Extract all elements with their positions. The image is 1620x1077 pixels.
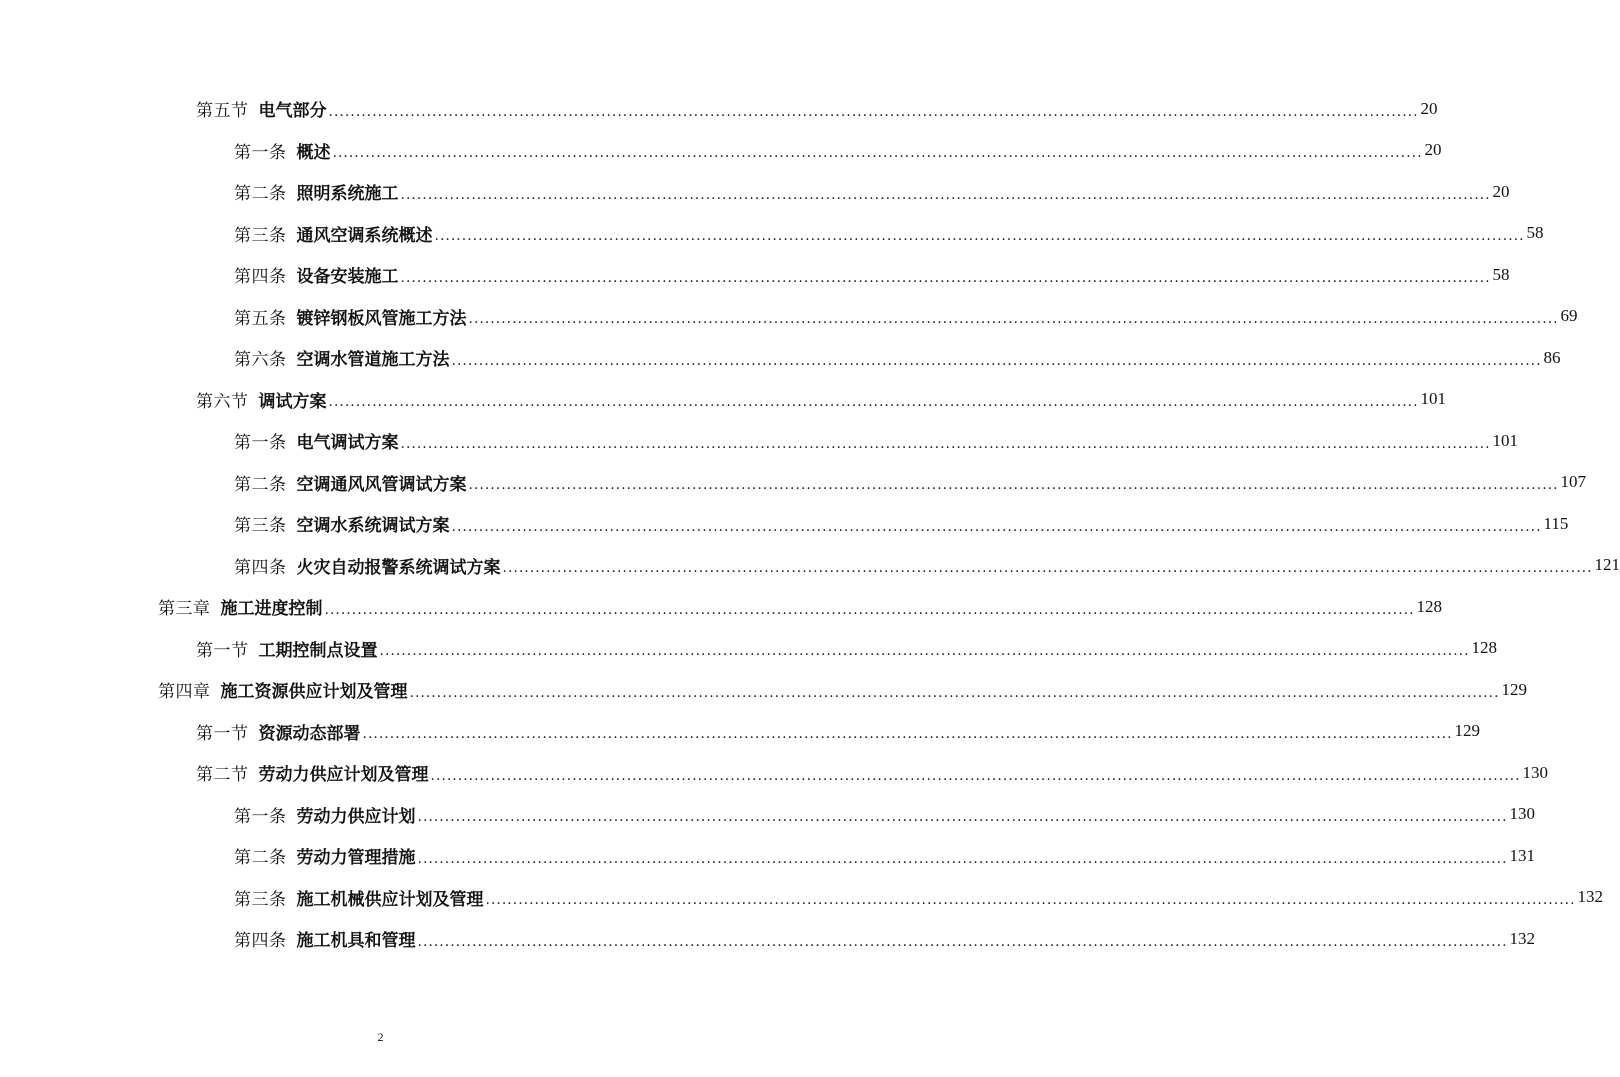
toc-entry-title: 工期控制点设置 (258, 640, 378, 661)
toc-entry-page: 58 (1526, 223, 1544, 243)
toc-entry[interactable] (0, 379, 1447, 421)
toc-entry-number: 第三章 (158, 599, 211, 620)
toc-entry-number: 第三条 (234, 889, 287, 910)
dot-leader: ........................................................................................................................................................................................................ (332, 145, 1423, 162)
toc-entry[interactable] (0, 462, 1587, 504)
toc-entry-number: 第一条 (234, 142, 287, 163)
table-of-contents (0, 88, 1620, 960)
toc-entry-title: 通风空调系统概述 (296, 225, 433, 246)
dot-leader: ........................................................................................................................................................................................................ (324, 601, 1415, 618)
toc-entry[interactable] (0, 794, 1536, 836)
toc-entry[interactable] (0, 88, 1438, 130)
toc-entry-title: 调试方案 (258, 391, 327, 412)
toc-entry[interactable] (0, 711, 1481, 753)
toc-entry-page: 58 (1492, 264, 1510, 284)
toc-entry-page: 20 (1492, 181, 1510, 201)
toc-entry-number: 第一条 (234, 433, 287, 454)
dot-leader: ........................................................................................................................................................................................................ (328, 103, 1419, 120)
toc-entry-page: 129 (1454, 721, 1481, 741)
page-number: 2 (377, 1030, 384, 1044)
toc-entry-number: 第二条 (234, 474, 287, 495)
toc-entry-title: 设备安装施工 (296, 267, 399, 288)
dot-leader: ........................................................................................................................................................................................................ (430, 767, 1521, 784)
toc-entry-title: 空调水管道施工方法 (296, 350, 450, 371)
toc-entry-title: 概述 (296, 142, 331, 163)
toc-entry-title: 劳动力管理措施 (296, 848, 416, 869)
toc-entry-title: 资源动态部署 (258, 723, 361, 744)
toc-entry-page: 132 (1577, 887, 1604, 907)
toc-entry-page: 115 (1543, 513, 1569, 533)
toc-entry-number: 第一节 (196, 640, 249, 661)
dot-leader: ........................................................................................................................................................................................................ (409, 684, 1500, 701)
toc-entry-page: 20 (1420, 98, 1438, 118)
toc-entry-number: 第二条 (234, 184, 287, 205)
toc-entry-number: 第六条 (234, 350, 287, 371)
dot-leader: ........................................................................................................................................................................................................ (468, 311, 1559, 328)
toc-entry-number: 第四条 (234, 267, 287, 288)
toc-entry-page: 121 (1594, 555, 1620, 575)
toc-entry-page: 101 (1420, 389, 1447, 409)
toc-entry-number: 第二节 (196, 765, 249, 786)
dot-leader: ........................................................................................................................................................................................................ (451, 352, 1542, 369)
toc-entry[interactable] (0, 877, 1604, 919)
dot-leader: ........................................................................................................................................................................................................ (362, 726, 1453, 743)
toc-entry-number: 第二条 (234, 848, 287, 869)
dot-leader: ........................................................................................................................................................................................................ (468, 477, 1559, 494)
toc-entry-page: 130 (1509, 804, 1536, 824)
toc-entry-title: 施工机械供应计划及管理 (296, 889, 484, 910)
toc-entry-number: 第一条 (234, 806, 287, 827)
toc-entry[interactable] (0, 503, 1569, 545)
toc-entry[interactable] (0, 213, 1544, 255)
toc-entry-title: 电气调试方案 (296, 433, 399, 454)
dot-leader: ........................................................................................................................................................................................................ (485, 892, 1576, 909)
toc-entry[interactable] (0, 296, 1578, 338)
toc-entry-page: 107 (1560, 472, 1587, 492)
dot-leader: ........................................................................................................................................................................................................ (417, 933, 1508, 950)
toc-entry[interactable] (0, 918, 1536, 960)
toc-entry-title: 电气部分 (258, 101, 327, 122)
toc-entry[interactable] (0, 337, 1561, 379)
toc-entry-title: 施工资源供应计划及管理 (220, 682, 408, 703)
toc-entry-number: 第四章 (158, 682, 211, 703)
dot-leader: ........................................................................................................................................................................................................ (434, 228, 1525, 245)
toc-entry-title: 劳动力供应计划 (296, 806, 416, 827)
toc-entry[interactable] (0, 545, 1620, 587)
dot-leader: ........................................................................................................................................................................................................ (379, 643, 1470, 660)
dot-leader: ........................................................................................................................................................................................................ (400, 186, 1491, 203)
toc-entry-title: 镀锌钢板风管施工方法 (296, 308, 467, 329)
toc-entry-page: 132 (1509, 928, 1536, 948)
toc-entry[interactable] (0, 254, 1510, 296)
toc-entry-page: 20 (1424, 140, 1442, 160)
toc-entry-page: 128 (1471, 638, 1498, 658)
toc-entry-page: 131 (1509, 845, 1536, 865)
toc-entry-title: 火灾自动报警系统调试方案 (296, 557, 501, 578)
toc-entry-number: 第三条 (234, 516, 287, 537)
dot-leader: ........................................................................................................................................................................................................ (502, 560, 1593, 577)
dot-leader: ........................................................................................................................................................................................................ (400, 269, 1491, 286)
toc-entry-title: 施工进度控制 (220, 599, 323, 620)
toc-entry[interactable] (0, 586, 1443, 628)
toc-entry-title: 空调通风风管调试方案 (296, 474, 467, 495)
toc-entry-number: 第五节 (196, 101, 249, 122)
toc-entry-page: 86 (1543, 347, 1561, 367)
toc-entry-title: 劳动力供应计划及管理 (258, 765, 429, 786)
dot-leader: ........................................................................................................................................................................................................ (451, 518, 1542, 535)
toc-entry-page: 128 (1416, 596, 1443, 616)
toc-entry[interactable] (0, 420, 1519, 462)
toc-entry-page: 101 (1492, 430, 1519, 450)
toc-entry-number: 第三条 (234, 225, 287, 246)
toc-entry-number: 第六节 (196, 391, 249, 412)
toc-entry-number: 第五条 (234, 308, 287, 329)
toc-entry-title: 施工机具和管理 (296, 931, 416, 952)
toc-entry[interactable] (0, 835, 1536, 877)
toc-entry[interactable] (0, 171, 1510, 213)
dot-leader: ........................................................................................................................................................................................................ (417, 809, 1508, 826)
toc-entry-title: 空调水系统调试方案 (296, 516, 450, 537)
toc-entry-number: 第四条 (234, 931, 287, 952)
toc-entry-page: 129 (1501, 679, 1528, 699)
toc-entry[interactable] (0, 669, 1528, 711)
toc-entry-number: 第一节 (196, 723, 249, 744)
toc-entry-page: 130 (1522, 762, 1549, 782)
dot-leader: ........................................................................................................................................................................................................ (328, 394, 1419, 411)
toc-entry[interactable] (0, 130, 1442, 172)
toc-entry-title: 照明系统施工 (296, 184, 399, 205)
toc-entry[interactable] (0, 628, 1498, 670)
dot-leader: ........................................................................................................................................................................................................ (417, 850, 1508, 867)
toc-entry[interactable] (0, 752, 1549, 794)
toc-entry-number: 第四条 (234, 557, 287, 578)
dot-leader: ........................................................................................................................................................................................................ (400, 435, 1491, 452)
toc-entry-page: 69 (1560, 306, 1578, 326)
